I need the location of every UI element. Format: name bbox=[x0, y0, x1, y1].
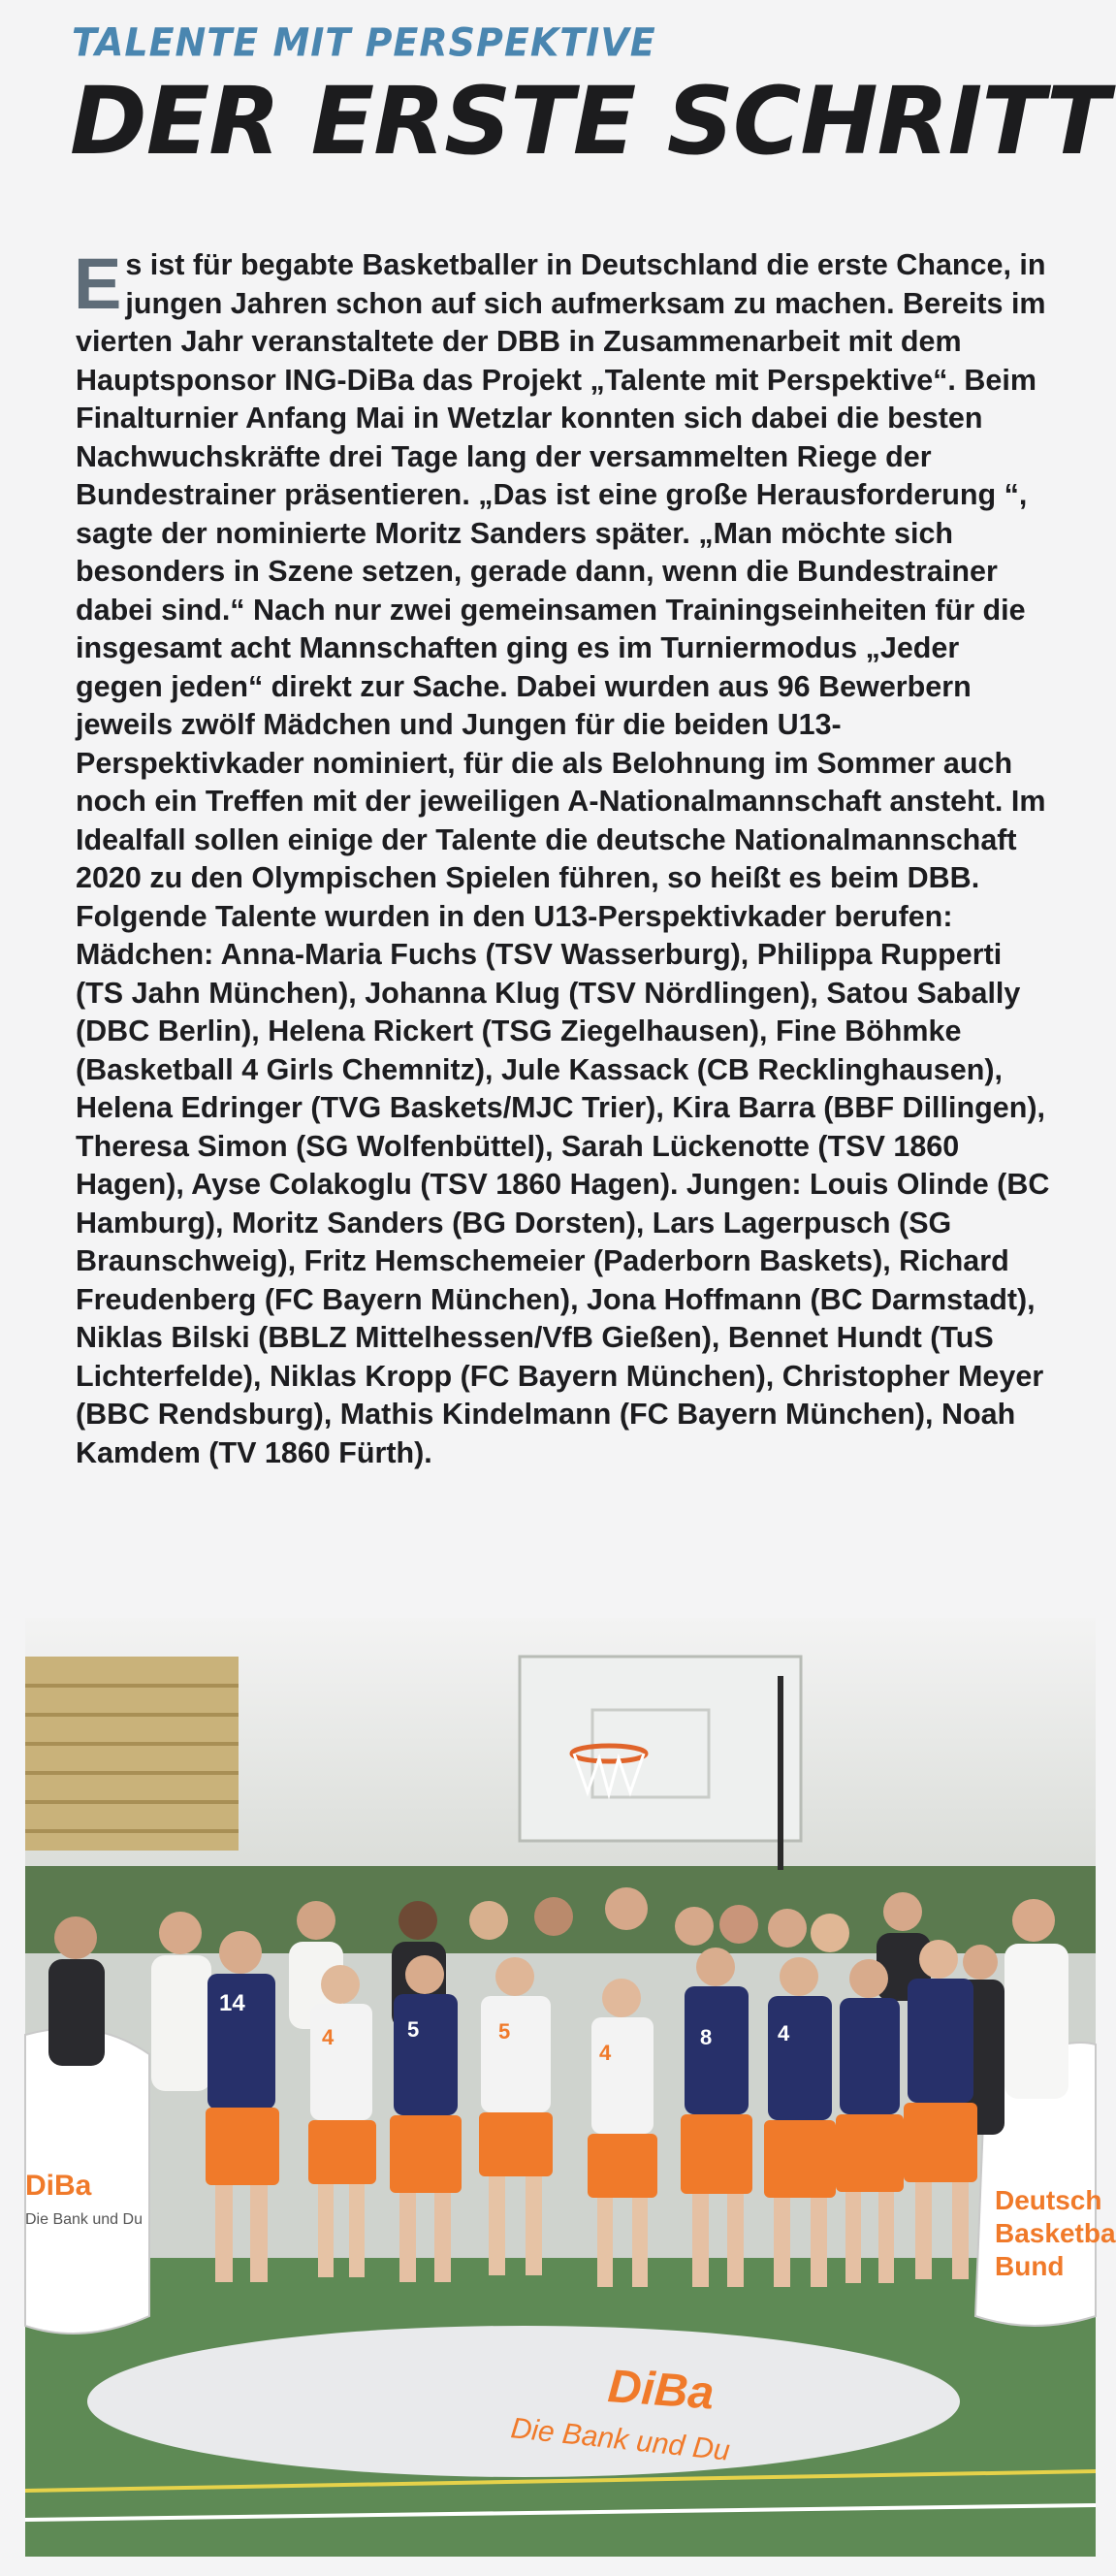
article-headline: DER ERSTE SCHRITT bbox=[70, 67, 1109, 176]
basketball-hoop bbox=[520, 1657, 801, 1870]
svg-text:4: 4 bbox=[322, 2025, 335, 2049]
svg-text:DiBa: DiBa bbox=[606, 2361, 717, 2420]
svg-text:Bund: Bund bbox=[995, 2251, 1065, 2281]
wall-bars bbox=[25, 1657, 239, 1851]
paragraph-intro bbox=[74, 243, 1050, 898]
article-body bbox=[74, 243, 1050, 1472]
svg-text:4: 4 bbox=[778, 2021, 790, 2045]
svg-text:4: 4 bbox=[599, 2041, 612, 2065]
svg-text:8: 8 bbox=[700, 2025, 713, 2049]
drop-cap: E bbox=[74, 243, 122, 324]
svg-text:14: 14 bbox=[219, 1990, 245, 2016]
svg-text:5: 5 bbox=[407, 2017, 420, 2042]
paragraph-intro-text: s ist für begabte Basketballer in Deutschland die erste Chance, in jungen Jahren schon auf sich aufmerksam zu machen. Bereits im vierten Jahr veranstaltete der DBB in Zusammenarbeit mit dem Hauptsponsor ING-DiBa das Projekt „Talente mit Perspektive“. Beim Finalturnier Anfang Mai in Wetzlar konnten sich dabei die besten Nachwuchskräfte drei Tage lang der versammelten Riege der Bundestrainer präsentieren. „Das ist eine große Herausforderung “, sagte der nominierte Moritz Sanders später. „Man möchte sich besonders in Szene setzen, gerade dann, wenn die Bundestrainer dabei sind.“ Nach nur zwei gemeinsamen Trainingseinheiten für die insgesamt acht Mannschaften ging es im Turniermodus „Jeder gegen jeden“ direkt zur Sache. Dabei wurden aus 96 Bewerbern jeweils zwölf Mädchen und Jungen für die beiden U13-Perspektivkader nominiert, für die als Belohnung im Sommer auch noch ein Treffen mit der jeweiligen A-Nationalmannschaft ansteht. Im Idealfall sollen einige der Talente die deutsche Nationalmannschaft 2020 zu den Olympischen Spielen führen, so heißt es beim DBB. bbox=[76, 248, 1046, 894]
svg-text:Basketba: Basketba bbox=[995, 2218, 1116, 2248]
svg-text:5: 5 bbox=[498, 2019, 511, 2044]
svg-text:Die Bank und Du: Die Bank und Du bbox=[25, 2211, 143, 2228]
team-photo bbox=[25, 1618, 1116, 2557]
article-kicker: TALENTE MIT PERSPEKTIVE bbox=[72, 19, 656, 66]
svg-text:Die Bank und Du: Die Bank und Du bbox=[509, 2412, 732, 2467]
floor-sponsor-logo bbox=[87, 2326, 960, 2477]
svg-text:DiBa: DiBa bbox=[25, 2170, 92, 2202]
paragraph-roster: Folgende Talente wurden in den U13-Perspektivkader berufen: Mädchen: Anna-Maria Fuchs (TSV Wasserburg), Philippa Rupperti (TS Jahn München), Johanna Klug (TSV Nördlingen), Satou Sabally (DBC Berlin), Helena Rickert (TSG Ziegelhausen), Fine Böhmke (Basketball 4 Girls Chemnitz), Jule Kassack (CB Recklinghausen), Helena Edringer (TVG Baskets/MJC Trier), Kira Barra (BBF Dillingen), Theresa Simon (SG Wolfenbüttel), Sarah Lückenotte (TSV 1860 Hagen), Ayse Colakoglu (TSV 1860 Hagen). Jungen: Louis Olinde (BC Hamburg), Moritz Sanders (BG Dorsten), Lars Lagerpusch (SG Braunschweig), Fritz Hemschemeier (Paderborn Baskets), Richard Freudenberg (FC Bayern München), Jona Hoffmann (BC Darmstadt), Niklas Bilski (BBLZ Mittelhessen/VfB Gießen), Bennet Hundt (TuS Lichterfelde), Niklas Kropp (FC Bayern München), Christopher Meyer (BBC Rendsburg), Mathis Kindelmann (FC Bayern München), Noah Kamdem (TV 1860 Fürth). bbox=[76, 899, 1050, 1469]
front-row-players bbox=[206, 1931, 977, 2287]
left-sponsor-banner bbox=[25, 2028, 149, 2334]
svg-text:Deutsch: Deutsch bbox=[995, 2185, 1102, 2215]
